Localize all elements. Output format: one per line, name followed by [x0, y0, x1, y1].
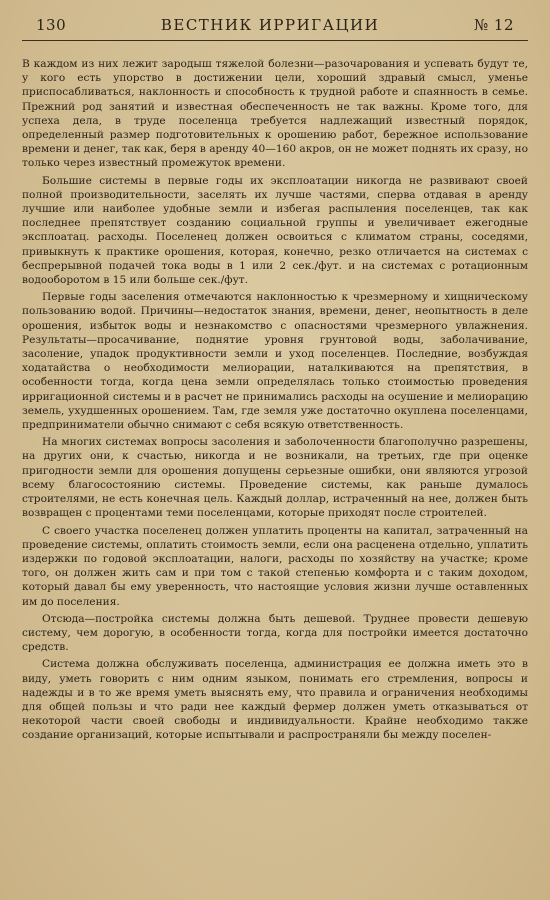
issue-number: № 12: [473, 16, 514, 34]
article-body: [22, 57, 528, 743]
page-number: 130: [36, 16, 67, 34]
running-header: [22, 10, 528, 41]
paragraph-1: В каждом из них лежит зародыш тяжелой болезни—разочарования и успевать будут те, у кого есть упорство в достижении цели, хороший здравый смысл, уменье приспосабливаться, наклонность и способность к трудной работе и спаянность в семье. Прежний род занятий и известная обеспеченность не так важны. Кроме того, для успеха дела, в труде поселенца требуется надлежащий известный порядок, определенный размер подготовительных к орошению работ, бережное использование времени и денег, так как, беря в аренду 40—160 акров, он не может поднять их сразу, но только через известный промежуток времени.: [22, 58, 528, 170]
journal-title: ВЕСТНИК ИРРИГАЦИИ: [160, 16, 380, 34]
paragraph-3: Первые годы заселения отмечаются наклонностью к чрезмерному и хищническому пользованию водой. Причины—недостаток знания, времени, денег, неопытность в деле орошения, избыток воды и незнакомство с опасностями чрезмерного увлажнения. Результаты—просачивание, поднятие уровня грунтовой воды, заболачивание, засоление, упадок продуктивности земли и уход поселенцев. Последние, возбуждая ходатайства о необходимости мелиорации, наталкиваются на препятствия, в особенности тогда, когда цена земли определялась только стоимостью проведения ирригационной системы и в расчет не принимались расходы на осушение и мелиорацию земель, ухудшенных орошением. Там, где земля уже достаточно окуплена поселенцами, предприниматели обычно снимают с себя всякую ответственность.: [22, 291, 528, 432]
paragraph-5: С своего участка поселенец должен уплатить проценты на капитал, затраченный на проведение системы, оплатить стоимость земли, если она расценена отдельно, уплатить издержки по годовой эксплоатации, налоги, расходы по хозяйству на участке; кроме того, он должен жить сам и при том с такой степенью комфорта и с таким доходом, который давал бы ему уверенность, что настоящие условия жизни лучше оставленных им до поселения.: [22, 524, 528, 608]
paragraph-7: Система должна обслуживать поселенца, администрация ее должна иметь это в виду, уметь говорить с ним одним языком, понимать его стремления, вопросы и надежды и в то же время уметь выяснять ему, что правила и ограничения необходимы для общей пользы и что ради нее каждый фермер должен уметь отказываться от некоторой части своей свободы и индивидуальности. Крайне необходимо также создание организаций, которые испытывали и распространяли бы между поселен-: [22, 658, 528, 742]
paragraph-6: Отсюда—постройка системы должна быть дешевой. Труднее провести дешевую систему, чем дорогую, в особенности тогда, когда для постройки имеется достаточно средств.: [22, 612, 528, 654]
paragraph-2: Большие системы в первые годы их эксплоатации никогда не развивают своей полной производительности, заселять их лучше частями, сперва отдавая в аренду лучшие или наиболее удобные земли и избегая распыления поселенцев, так как последнее препятствует созданию социальной группы и увеличивает ежегодные эксплоатац. расходы. Поселенец должен освоиться с климатом страны, соседями, привыкнуть к практике орошения, которая, конечно, резко отличается на системах с беспрерывной подачей тока воды в 1 или 2 сек./фут. и на системах с ротационным водооборотом в 15 или больше сек./фут.: [22, 174, 528, 287]
paragraph-4: На многих системах вопросы засоления и заболоченности благополучно разрешены, на других они, к счастью, никогда и не возникали, на третьих, где при оценке пригодности земли для орошения допущены серьезные ошибки, они являются угрозой всему благосостоянию системы. Проведение системы, как раньше думалось строителями, не есть конечная цель. Каждый доллар, истраченный на нее, должен быть возвращен с процентами теми поселенцами, которые приходят после строителей.: [22, 436, 528, 520]
